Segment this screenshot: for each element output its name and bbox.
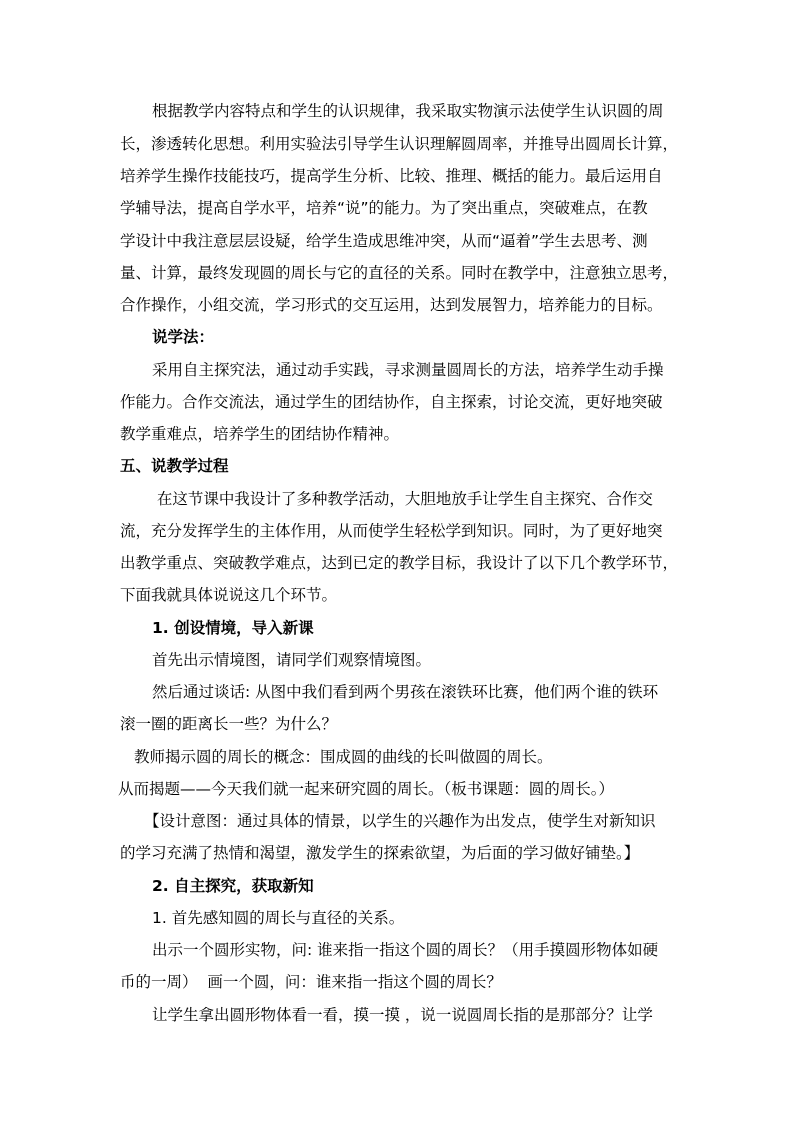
text-line: 学辅导法，提高自学水平，培养“说”的能力。为了突出重点，突破难点，在教 <box>120 199 648 217</box>
text-line: 首先出示情境图，请同学们观察情境图。 <box>152 651 432 669</box>
text-line: 教学重难点，培养学生的团结协作精神。 <box>120 425 400 443</box>
section-heading-study-method: 说学法： <box>152 328 215 346</box>
text-line: 学设计中我注意层层设疑，给学生造成思维冲突，从而“逼着”学生去思考、测 <box>120 232 648 250</box>
text-line: 根据教学内容特点和学生的认识规律，我采取实物演示法使学生认识圆的周 <box>152 102 664 120</box>
text-line: 培养学生操作技能技巧，提高学生分析、比较、推理、概括的能力。最后运用自 <box>120 167 663 185</box>
text-line: 1. 首先感知圆的周长与直径的关系。 <box>152 909 405 927</box>
section-heading-teaching-process: 五、说教学过程 <box>120 457 229 475</box>
text-line: 出示一个圆形实物，问: 谁来指一指这个圆的周长？（用手摸圆形物体如硬 <box>152 941 659 959</box>
text-line: 量、计算，最终发现圆的周长与它的直径的关系。同时在教学中，注意独立思考， <box>120 264 679 282</box>
step-heading-1: 1. 创设情境，导入新课 <box>152 619 314 637</box>
text-line: 流，充分发挥学生的主体作用，从而使学生轻松学到知识。同时，为了更好地突 <box>120 522 663 540</box>
text-line: 滚一圈的距离长一些？为什么？ <box>120 715 338 733</box>
text-line: 合作操作，小组交流，学习形式的交互运用，达到发展智力，培养能力的目标。 <box>120 296 663 314</box>
text-line: 下面我就具体说说这几个环节。 <box>120 586 338 604</box>
text-line: 长，渗透转化思想。利用实验法引导学生认识理解圆周率，并推导出圆周长计算， <box>120 135 679 153</box>
design-intent-note: 的学习充满了热情和渴望，激发学生的探索欲望，为后面的学习做好铺垫。】 <box>120 844 640 862</box>
text-line: 币的一周） 画一个圆，问：谁来指一指这个圆的周长？ <box>120 973 502 991</box>
text-line: 然后通过谈话: 从图中我们看到两个男孩在滚铁环比赛，他们两个谁的铁环 <box>152 683 659 701</box>
text-line: 作能力。合作交流法，通过学生的团结协作，自主探索，讨论交流，更好地突破 <box>120 393 663 411</box>
step-heading-2: 2. 自主探究，获取新知 <box>152 877 314 895</box>
text-line: 采用自主探究法，通过动手实践，寻求测量圆周长的方法，培养学生动手操 <box>152 361 664 379</box>
text-line: 让学生拿出圆形物体看一看，摸一摸 ，说一说圆周长指的是那部分？让学 <box>152 1006 653 1024</box>
text-line: 出教学重点、突破教学难点，达到已定的教学目标，我设计了以下几个教学环节， <box>120 554 679 572</box>
text-line: 从而揭题——今天我们就一起来研究圆的周长。（板书课题：圆的周长。） <box>118 780 615 798</box>
text-line: 在这节课中我设计了多种教学活动，大胆地放手让学生自主探究、合作交 <box>152 490 653 508</box>
text-line: 教师揭示圆的周长的概念：围成圆的曲线的长叫做圆的周长。 <box>134 748 553 766</box>
design-intent-note: 【设计意图：通过具体的情景，以学生的兴趣作为出发点，使学生对新知识 <box>144 812 656 830</box>
